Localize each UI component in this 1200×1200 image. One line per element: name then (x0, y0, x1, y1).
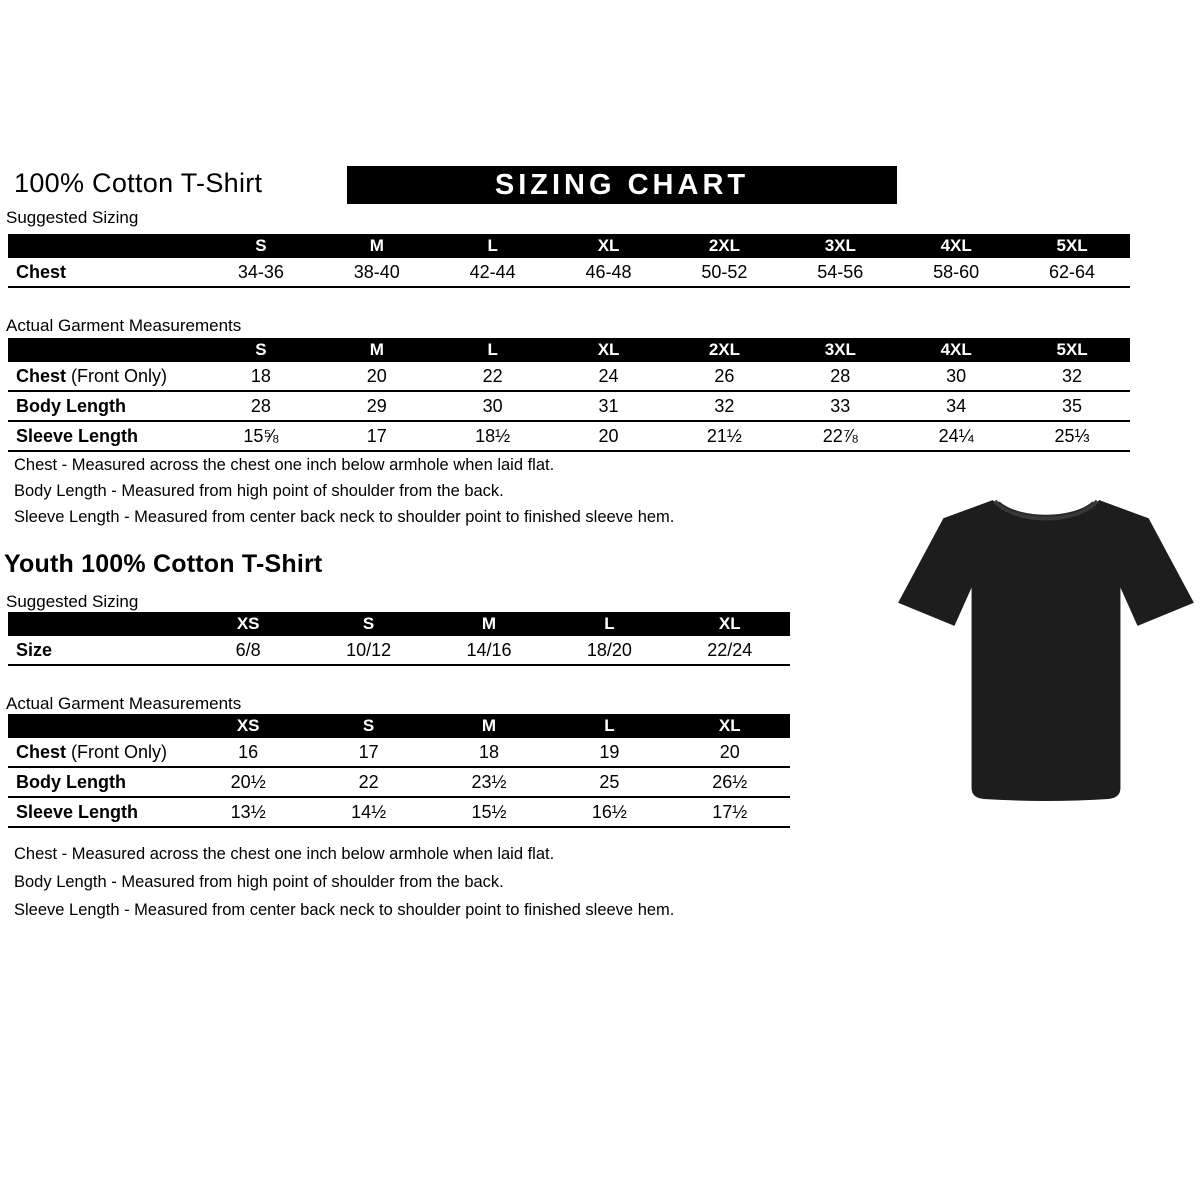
note-line: Sleeve Length - Measured from center back neck to shoulder point to finished sleeve hem. (14, 508, 675, 526)
cell: 18 (250, 365, 271, 386)
tshirt-body (898, 500, 1194, 801)
size-header: 3XL (824, 340, 856, 359)
size-header: XL (718, 716, 741, 735)
cell: 22/24 (707, 639, 753, 660)
cell: 32 (714, 395, 735, 416)
cell: 17½ (712, 801, 748, 822)
cell: 35 (1062, 395, 1083, 416)
row-label (8, 366, 203, 387)
row-label: Chest (16, 261, 67, 282)
cell: 42-44 (469, 261, 516, 282)
size-header: M (481, 614, 497, 633)
youth-suggested-label: Suggested Sizing (6, 592, 139, 611)
cell: 28 (250, 395, 271, 416)
cell: 6/8 (235, 639, 261, 660)
cell: 15⅝ (243, 425, 279, 446)
tshirt-image (895, 474, 1197, 806)
size-header: L (487, 236, 498, 255)
size-header: S (362, 716, 375, 735)
row-label-text: Chest (16, 365, 67, 386)
youth-actual-label: Actual Garment Measurements (6, 694, 242, 713)
row-label-sub: (Front Only) (66, 365, 168, 386)
youth-suggested-header-row (8, 612, 790, 636)
size-header: L (604, 716, 615, 735)
youth-notes (14, 840, 674, 924)
table-row-sleeve-length (8, 798, 790, 828)
adult-suggested-label: Suggested Sizing (6, 208, 139, 227)
row-label-text: Sleeve Length (16, 425, 139, 446)
table-row-body-length (8, 768, 790, 798)
cell: 23½ (471, 771, 507, 792)
cell: 18½ (475, 425, 511, 446)
cell: 20 (366, 365, 387, 386)
youth-actual-header-row (8, 714, 790, 738)
cell: 10/12 (346, 639, 392, 660)
size-header: L (487, 340, 498, 359)
row-label (8, 426, 203, 447)
size-header: S (362, 614, 375, 633)
row-label (8, 802, 188, 823)
size-header: XS (236, 716, 260, 735)
row-label-text: Sleeve Length (16, 801, 139, 822)
size-header: M (481, 716, 497, 735)
table-row-body-length (8, 392, 1130, 422)
cell: 24 (598, 365, 619, 386)
row-label-text: Chest (16, 741, 67, 762)
cell: 25⅓ (1054, 425, 1090, 446)
cell: 30 (482, 395, 503, 416)
cell: 21½ (706, 425, 742, 446)
size-header: 5XL (1056, 236, 1088, 255)
cell: 38-40 (353, 261, 400, 282)
adult-actual-table (8, 338, 1130, 452)
youth-suggested-table (8, 612, 790, 666)
cell: 14/16 (466, 639, 512, 660)
size-header: S (255, 236, 267, 255)
cell: 22⅞ (822, 425, 858, 446)
cell: 14½ (351, 801, 387, 822)
cell: 17 (358, 741, 379, 762)
table-row-chest-front-only (8, 362, 1130, 392)
size-header: 4XL (940, 340, 972, 359)
tshirt-graphic (895, 474, 1197, 806)
cell: 58-60 (933, 261, 980, 282)
cell: 18 (478, 741, 499, 762)
size-header: XL (718, 614, 741, 633)
table-row-size (8, 636, 790, 666)
size-header: S (255, 340, 267, 359)
cell: 32 (1062, 365, 1083, 386)
cell: 34-36 (237, 261, 284, 282)
adult-notes (14, 452, 674, 530)
cell: 31 (598, 395, 619, 416)
note-line: Body Length - Measured from high point of shoulder from the back. (14, 482, 504, 500)
size-header: 2XL (708, 340, 741, 359)
cell: 13½ (230, 801, 266, 822)
cell: 25 (599, 771, 620, 792)
size-header: M (369, 340, 384, 359)
row-label (8, 772, 188, 793)
size-header: L (604, 614, 615, 633)
size-header: 2XL (708, 236, 741, 255)
note-line: Sleeve Length - Measured from center back neck to shoulder point to finished sleeve hem. (14, 901, 675, 919)
cell: 26 (714, 365, 735, 386)
cell: 16½ (591, 801, 627, 822)
cell: 29 (366, 395, 387, 416)
table-row-sleeve-length (8, 422, 1130, 452)
adult-suggested-table (8, 234, 1130, 288)
cell: 24¼ (938, 425, 974, 446)
page-title: 100% Cotton T-Shirt (14, 168, 263, 198)
size-header: 5XL (1056, 340, 1088, 359)
cell: 28 (830, 365, 851, 386)
size-header: M (369, 236, 384, 255)
row-label (8, 742, 188, 763)
size-header: XS (236, 614, 260, 633)
sizing-chart-banner: SIZING CHART (347, 166, 897, 204)
cell: 18/20 (586, 639, 632, 660)
cell: 22 (482, 365, 503, 386)
adult-actual-label: Actual Garment Measurements (6, 316, 242, 335)
row-label-text: Body Length (16, 771, 126, 792)
table-row-chest (8, 258, 1130, 288)
cell: 15½ (471, 801, 507, 822)
cell: 19 (599, 741, 620, 762)
table-row-chest-front-only (8, 738, 790, 768)
size-header: 3XL (824, 236, 856, 255)
row-label-text: Body Length (16, 395, 126, 416)
adult-actual-header-row (8, 338, 1130, 362)
cell: 34 (946, 395, 967, 416)
cell: 20 (598, 425, 619, 446)
cell: 16 (238, 741, 259, 762)
cell: 26½ (712, 771, 748, 792)
cell: 46-48 (585, 261, 632, 282)
cell: 54-56 (817, 261, 864, 282)
row-label-sub: (Front Only) (66, 741, 168, 762)
cell: 20 (719, 741, 740, 762)
youth-actual-table (8, 714, 790, 828)
cell: 22 (358, 771, 379, 792)
note-line: Body Length - Measured from high point of shoulder from the back. (14, 873, 504, 891)
note-line: Chest - Measured across the chest one inch below armhole when laid flat. (14, 845, 555, 863)
youth-title: Youth 100% Cotton T-Shirt (4, 550, 323, 578)
size-header: XL (597, 340, 620, 359)
adult-suggested-header-row (8, 234, 1130, 258)
size-header: 4XL (940, 236, 972, 255)
cell: 50-52 (701, 261, 748, 282)
cell: 17 (366, 425, 387, 446)
cell: 33 (830, 395, 851, 416)
cell: 62-64 (1049, 261, 1096, 282)
note-line: Chest - Measured across the chest one inch below armhole when laid flat. (14, 456, 555, 474)
row-label: Size (16, 639, 53, 660)
cell: 20½ (230, 771, 266, 792)
cell: 30 (946, 365, 967, 386)
size-header: XL (597, 236, 620, 255)
row-label (8, 396, 203, 417)
